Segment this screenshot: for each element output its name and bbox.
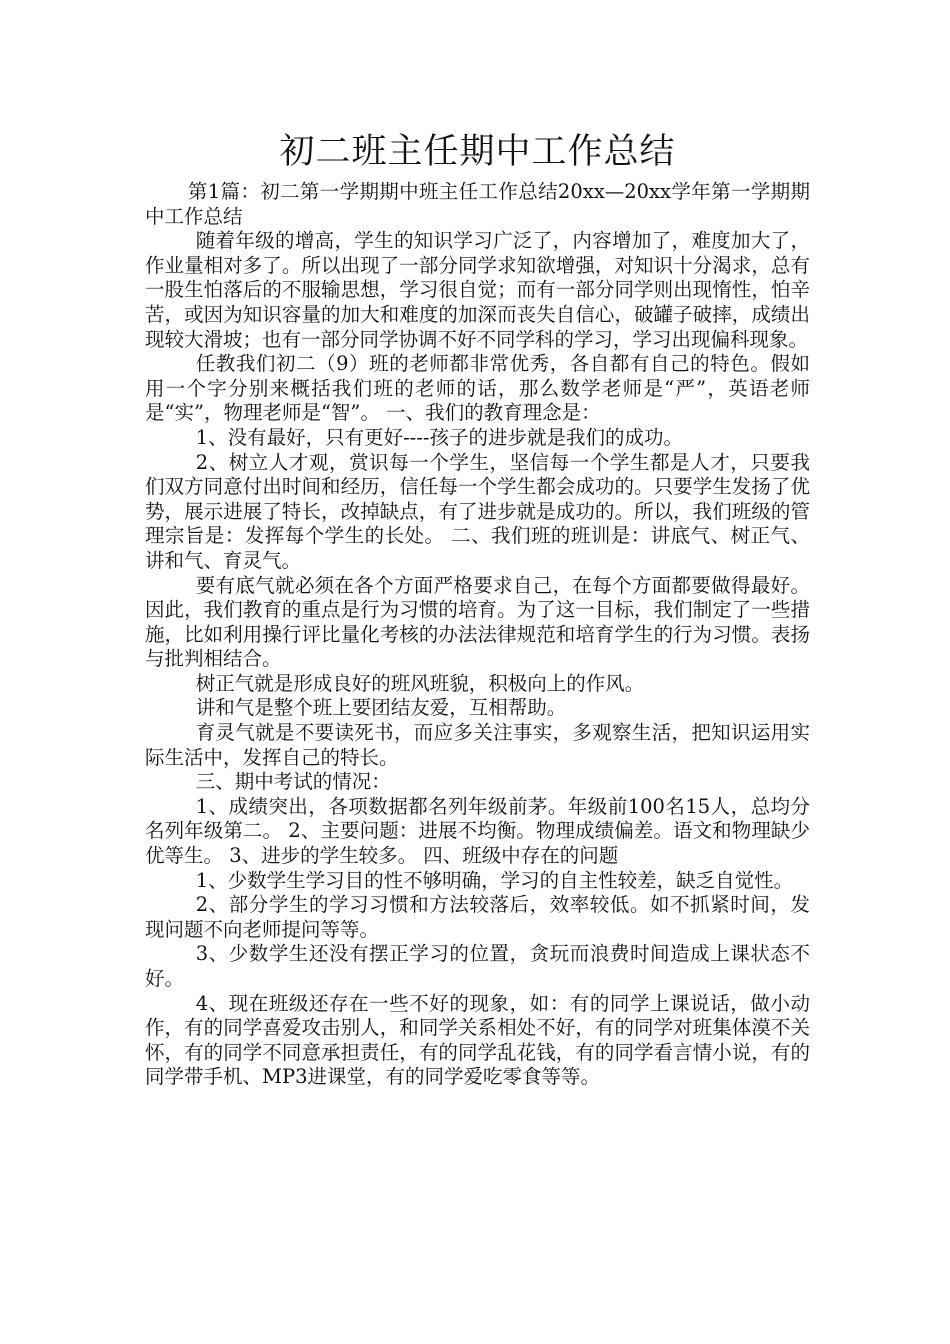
paragraph: 3、少数学生还没有摆正学习的位置，贪玩而浪费时间造成上课状态不好。 — [145, 942, 810, 990]
paragraph: 育灵气就是不要读死书，而应多关注事实，多观察生活，把知识运用实际生活中，发挥自己的特长。 — [145, 721, 810, 769]
paragraph: 1、没有最好，只有更好----孩子的进步就是我们的成功。 — [195, 425, 683, 449]
paragraph-intro: 第1篇：初二第一学期期中班主任工作总结20xx—20xx学年第一学期期中工作总结 — [145, 180, 810, 228]
paragraph: 2、树立人才观，赏识每一个学生，坚信每一个学生都是人才，只要我们双方同意付出时间和经历，信任每一个学生都会成功的。只要学生发扬了优势，展示进展了特长，改掉缺点，有了进步就是成功的。所以，我们班级的管理宗旨是：发挥每个学生的长处。 二、我们班的班训是：讲底气、树正气、讲和气、育灵气。 — [145, 450, 810, 572]
paragraph: 4、现在班级还存在一些不好的现象，如：有的同学上课说话，做小动作，有的同学喜爱攻击别人，和同学关系相处不好，有的同学对班集体漠不关怀，有的同学不同意承担责任，有的同学乱花钱，有的同学看言情小说，有的同学带手机、MP3进课堂，有的同学爱吃零食等等。 — [145, 991, 810, 1089]
paragraph: 讲和气是整个班上要团结友爱，互相帮助。 — [195, 696, 567, 720]
paragraph: 1、少数学生学习目的性不够明确，学习的自主性较差，缺乏自觉性。 — [195, 868, 794, 892]
paragraph: 任教我们初二（9）班的老师都非常优秀，各自都有自己的特色。假如用一个字分别来概括我们班的老师的话，那么数学老师是“严”，英语老师是“实”，物理老师是“智”。 一、我们的教育理念是： — [145, 352, 810, 425]
section-heading: 三、期中考试的情况： — [195, 770, 391, 794]
paragraph: 1、成绩突出，各项数据都名列年级前茅。年级前100名15人，总均分名列年级第二。 2、主要问题：进展不均衡。物理成绩偏差。语文和物理缺少优等生。 3、进步的学生较多。 四、班级中存在的问题 — [145, 794, 810, 868]
document-title: 初二班主任期中工作总结 — [279, 132, 676, 172]
paragraph: 树正气就是形成良好的班风班貌，积极向上的作风。 — [195, 671, 645, 695]
document-page — [145, 128, 810, 1090]
paragraph: 2、部分学生的学习习惯和方法较落后，效率较低。如不抓紧时间，发现问题不向老师提问等等。 — [145, 893, 810, 941]
paragraph: 随着年级的增高，学生的知识学习广泛了，内容增加了，难度加大了，作业量相对多了。所以出现了一部分同学求知欲增强，对知识十分渴求，总有一股生怕落后的不服输思想，学习很自觉；而有一部分同学则出现惰性，怕辛苦，或因为知识容量的加大和难度的加深而丧失自信心，破罐子破摔，成绩出现较大滑坡；也有一部分同学协调不好不同学科的学习，学习出现偏科现象。 — [145, 229, 810, 351]
paragraph: 要有底气就必须在各个方面严格要求自己，在每个方面都要做得最好。因此，我们教育的重点是行为习惯的培育。为了这一目标，我们制定了一些措施，比如利用操行评比量化考核的办法法律规范和培育学生的行为习惯。表扬与批判相结合。 — [145, 573, 810, 671]
